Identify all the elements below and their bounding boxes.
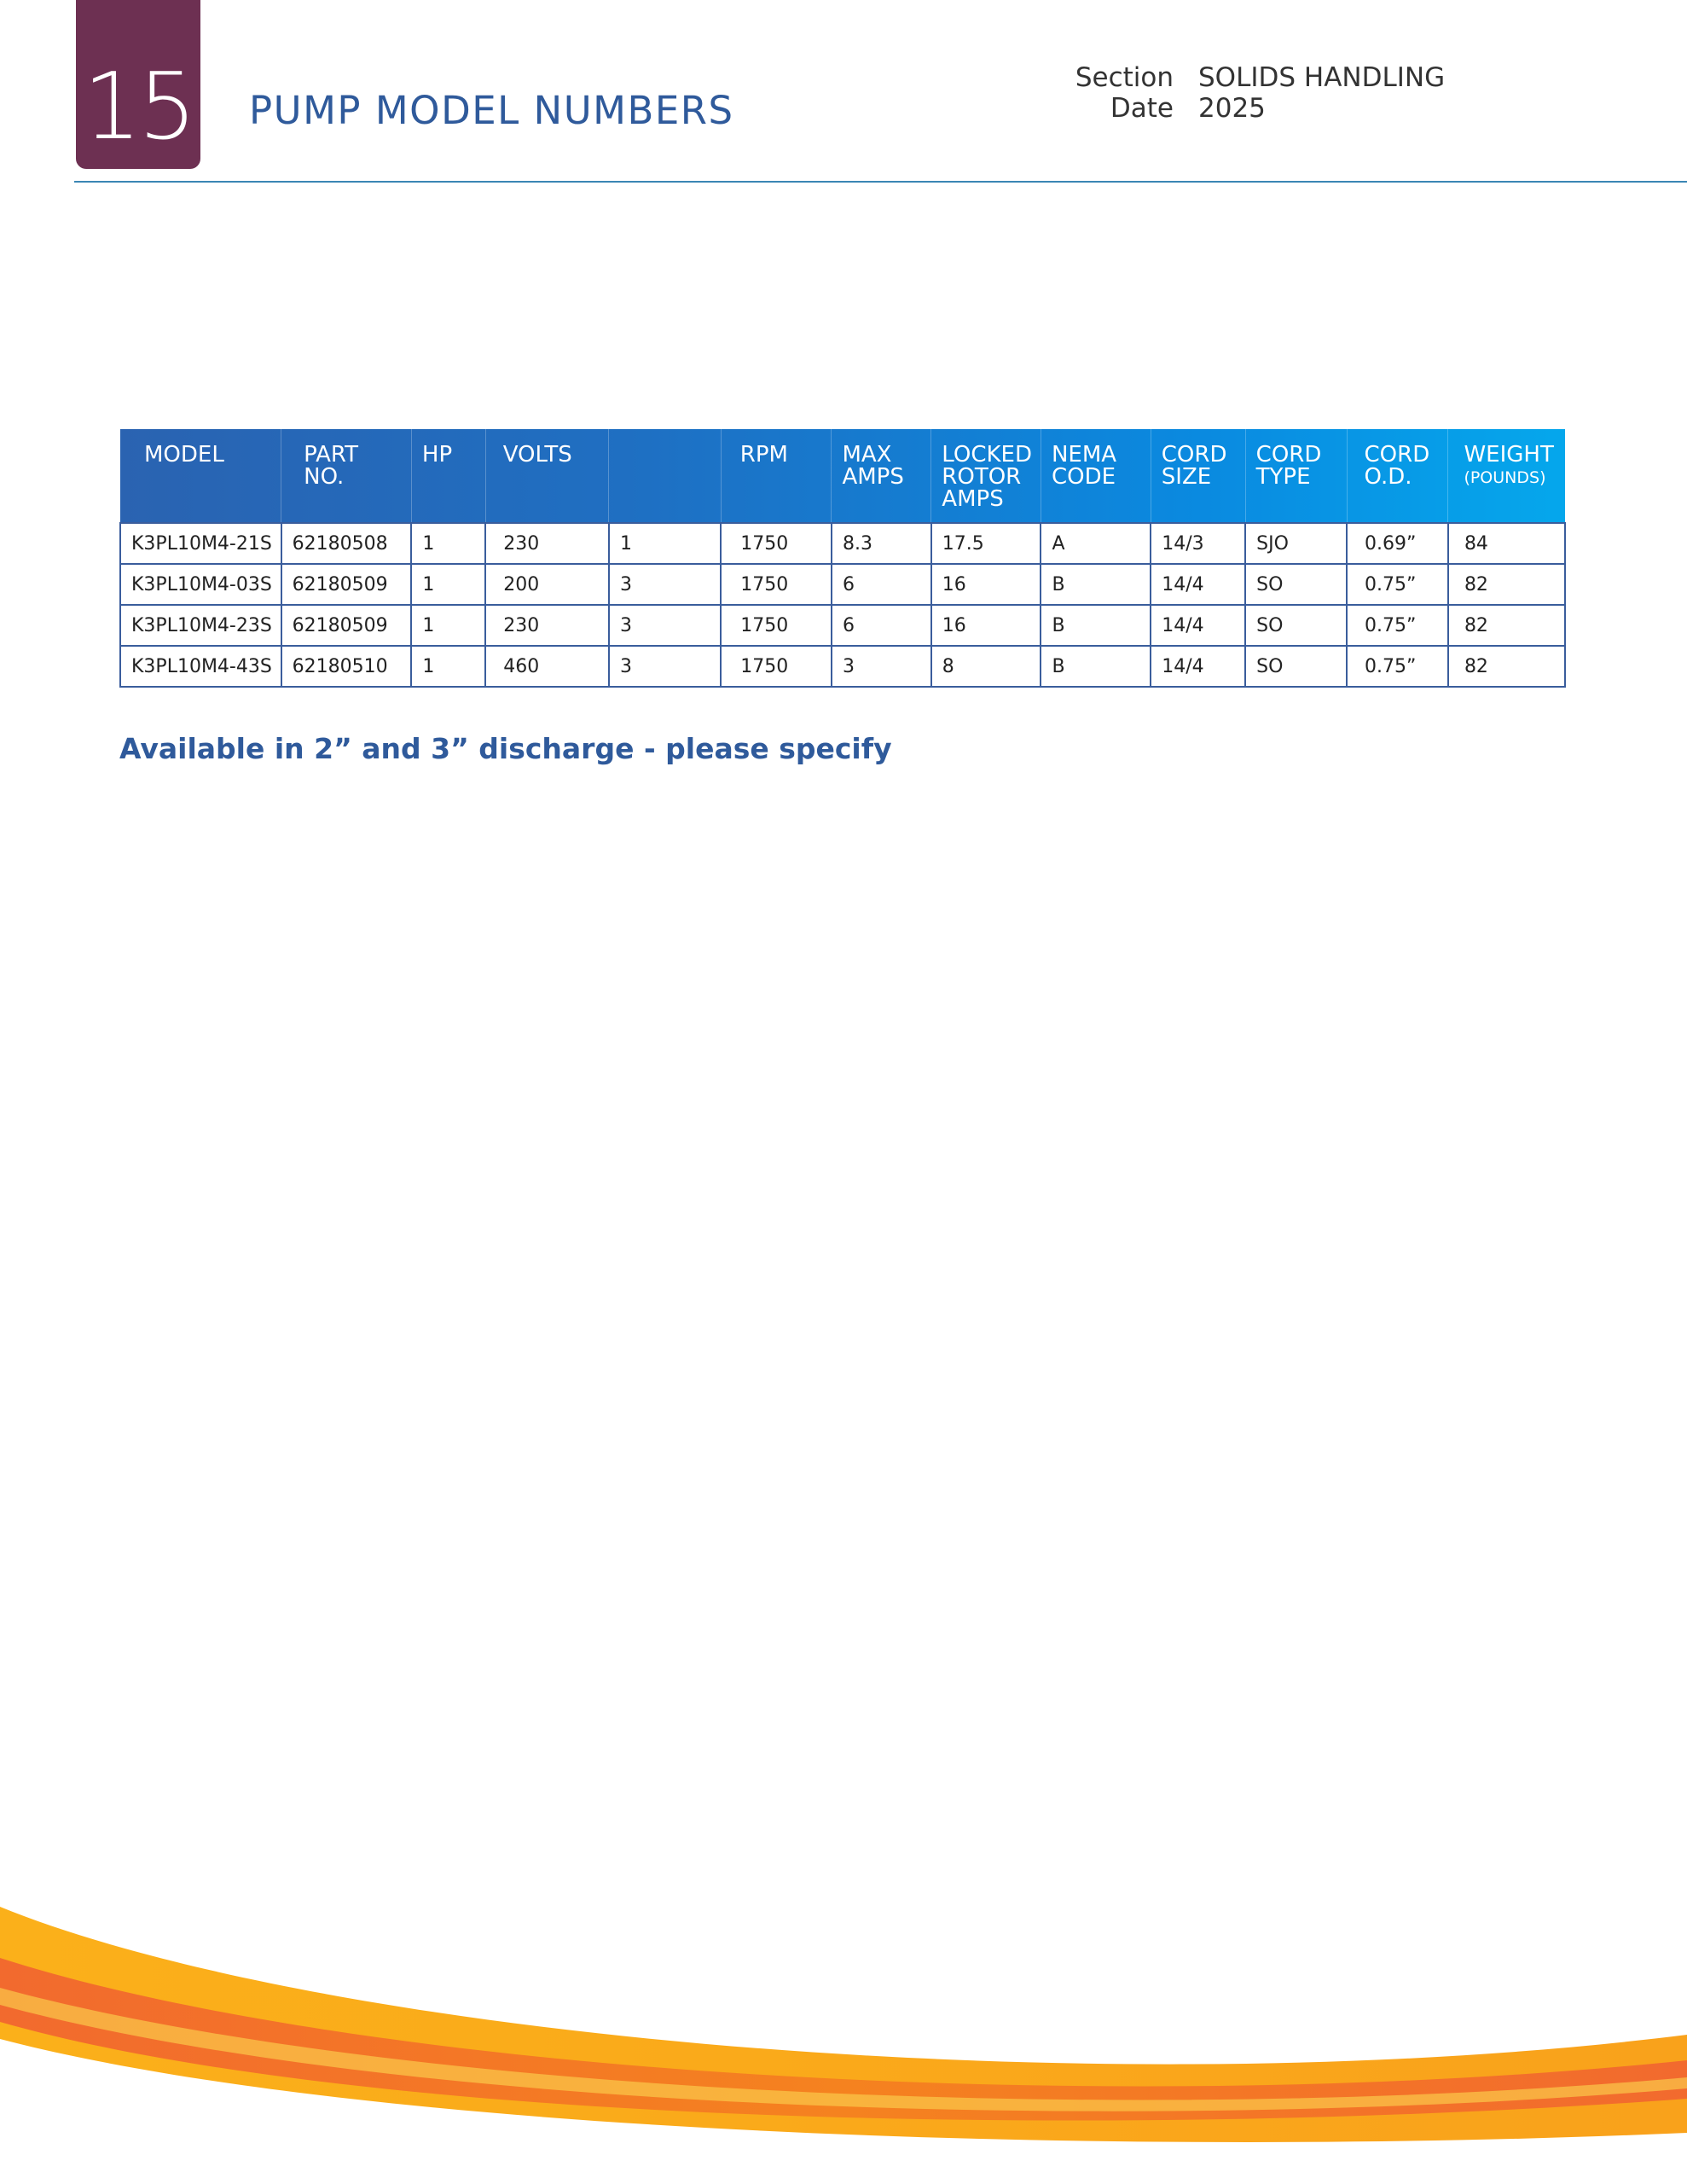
cell-part-no: 62180509 xyxy=(281,605,412,646)
cell-nema-code: B xyxy=(1041,605,1151,646)
discharge-note: Available in 2” and 3” discharge - please specify xyxy=(119,732,892,765)
cell-weight: 82 xyxy=(1448,605,1565,646)
cell-weight: 84 xyxy=(1448,523,1565,564)
cell-part-no: 62180510 xyxy=(281,646,412,687)
table-header-row xyxy=(120,429,1565,523)
header-locked-rotor-amps: LOCKED ROTOR AMPS xyxy=(931,429,1041,523)
cell-cord-size: 14/4 xyxy=(1151,564,1245,605)
cell-volts: 200 xyxy=(485,564,609,605)
cell-cord-od: 0.75” xyxy=(1347,605,1448,646)
page-title: PUMP MODEL NUMBERS xyxy=(249,88,734,133)
cell-cord-size: 14/4 xyxy=(1151,646,1245,687)
cell-phase: 3 xyxy=(609,564,721,605)
cell-hp: 1 xyxy=(411,564,485,605)
cell-hp: 1 xyxy=(411,605,485,646)
cell-locked-rotor-amps: 17.5 xyxy=(931,523,1041,564)
section-number-tab xyxy=(76,0,200,169)
cell-model: K3PL10M4-21S xyxy=(120,523,281,564)
cell-max-amps: 3 xyxy=(832,646,931,687)
cell-rpm: 1750 xyxy=(721,523,832,564)
header-cord-size: CORD SIZE xyxy=(1151,429,1245,523)
header-max-amps: MAX AMPS xyxy=(832,429,931,523)
cell-cord-type: SO xyxy=(1245,646,1347,687)
cell-cord-type: SJO xyxy=(1245,523,1347,564)
header-model: MODEL xyxy=(120,429,281,523)
cell-nema-code: B xyxy=(1041,646,1151,687)
cell-phase: 3 xyxy=(609,605,721,646)
cell-rpm: 1750 xyxy=(721,564,832,605)
table-row xyxy=(120,605,1565,646)
section-value: SOLIDS HANDLING xyxy=(1198,62,1446,93)
cell-cord-od: 0.75” xyxy=(1347,564,1448,605)
cell-volts: 230 xyxy=(485,605,609,646)
cell-hp: 1 xyxy=(411,523,485,564)
header-cord-od: CORD O.D. xyxy=(1347,429,1448,523)
cell-locked-rotor-amps: 16 xyxy=(931,605,1041,646)
decorative-swoosh xyxy=(0,1877,1687,2184)
cell-model: K3PL10M4-23S xyxy=(120,605,281,646)
pump-model-table xyxy=(119,429,1566,688)
header-cord-type: CORD TYPE xyxy=(1245,429,1347,523)
cell-model: K3PL10M4-43S xyxy=(120,646,281,687)
cell-weight: 82 xyxy=(1448,564,1565,605)
meta-labels xyxy=(989,62,1174,124)
date-label: Date xyxy=(1110,93,1174,124)
header-part-no: PART NO. xyxy=(281,429,412,523)
cell-max-amps: 6 xyxy=(832,605,931,646)
cell-phase: 3 xyxy=(609,646,721,687)
cell-weight: 82 xyxy=(1448,646,1565,687)
cell-part-no: 62180508 xyxy=(281,523,412,564)
cell-cord-size: 14/4 xyxy=(1151,605,1245,646)
header-volts: VOLTS xyxy=(485,429,609,523)
cell-rpm: 1750 xyxy=(721,646,832,687)
cell-nema-code: B xyxy=(1041,564,1151,605)
cell-nema-code: A xyxy=(1041,523,1151,564)
header-divider xyxy=(74,181,1687,183)
cell-rpm: 1750 xyxy=(721,605,832,646)
cell-max-amps: 6 xyxy=(832,564,931,605)
header-phase xyxy=(609,429,721,523)
table-row xyxy=(120,564,1565,605)
cell-hp: 1 xyxy=(411,646,485,687)
cell-cord-type: SO xyxy=(1245,564,1347,605)
cell-part-no: 62180509 xyxy=(281,564,412,605)
cell-cord-type: SO xyxy=(1245,605,1347,646)
cell-locked-rotor-amps: 8 xyxy=(931,646,1041,687)
cell-locked-rotor-amps: 16 xyxy=(931,564,1041,605)
cell-volts: 230 xyxy=(485,523,609,564)
table-row xyxy=(120,523,1565,564)
header-weight: WEIGHT (POUNDS) xyxy=(1448,429,1565,523)
cell-model: K3PL10M4-03S xyxy=(120,564,281,605)
section-label: Section xyxy=(1075,62,1174,93)
cell-phase: 1 xyxy=(609,523,721,564)
cell-volts: 460 xyxy=(485,646,609,687)
header-rpm: RPM xyxy=(721,429,832,523)
date-value: 2025 xyxy=(1198,93,1266,124)
cell-cord-od: 0.69” xyxy=(1347,523,1448,564)
cell-cord-od: 0.75” xyxy=(1347,646,1448,687)
section-number: 15 xyxy=(83,54,194,160)
cell-max-amps: 8.3 xyxy=(832,523,931,564)
header-nema-code: NEMA CODE xyxy=(1041,429,1151,523)
header-hp: HP xyxy=(411,429,485,523)
cell-cord-size: 14/3 xyxy=(1151,523,1245,564)
meta-values xyxy=(1198,62,1445,124)
table-row xyxy=(120,646,1565,687)
